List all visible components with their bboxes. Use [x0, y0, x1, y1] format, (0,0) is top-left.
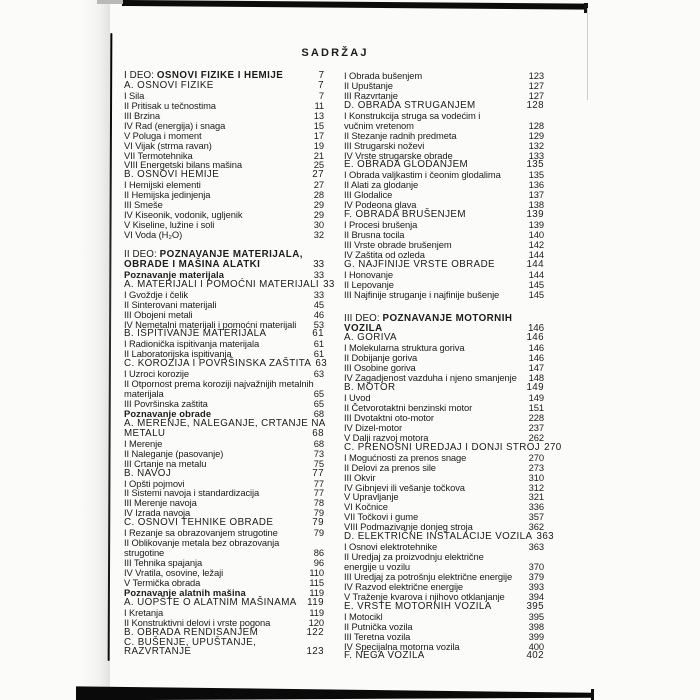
- toc-entry-page: 148: [528, 372, 544, 384]
- toc-entry-page: 28: [313, 189, 324, 201]
- toc-entry-label: VII Točkovi i gume: [344, 511, 419, 523]
- toc-entry-label: I Motocikl: [344, 610, 383, 622]
- toc-entry-page: 110: [309, 566, 324, 578]
- toc-entry-page: 312: [528, 481, 544, 493]
- toc-entry-page: 77: [313, 477, 324, 489]
- toc-entry-page: 63: [313, 368, 324, 380]
- toc-entry-page: 145: [528, 288, 544, 300]
- toc-entry-page: 336: [528, 501, 544, 513]
- toc-entry-label: IV Zaštita od ozleda: [344, 248, 425, 260]
- toc-entry-page: 61: [313, 338, 324, 350]
- toc-part-title: POZNAVANJE MATERIJALA,: [159, 248, 303, 260]
- toc-entry-page: 123: [528, 70, 544, 81]
- toc-entry-label: II Stezanje radnih predmeta: [344, 129, 457, 141]
- toc-entry-label: B. OSNOVI HEMIJE: [124, 169, 220, 181]
- toc-entry-label: II Hemijska jedinjenja: [124, 189, 211, 201]
- toc-entry-label: I Uvod: [344, 392, 371, 404]
- toc-entry-page: 21: [313, 149, 324, 161]
- toc-entry-label: IV Podeona glava: [344, 199, 417, 211]
- toc-entry-page: 65: [313, 398, 324, 409]
- toc-entry-label: IV Rad (energija) i snaga: [124, 119, 226, 131]
- toc-part-prefix: I DEO:: [124, 70, 157, 81]
- toc-entry-page: 142: [528, 238, 544, 250]
- toc-entry-label: I Gvoždje i čelik: [124, 288, 188, 300]
- toc-entry-label: C. OSNOVI TEHNIKE OBRADE: [124, 517, 274, 529]
- toc-entry-label: VI Kočnice: [344, 501, 388, 513]
- toc-entry-page: 151: [528, 402, 544, 413]
- toc-entry-page: 132: [528, 139, 544, 151]
- toc-entry-page: 399: [528, 630, 544, 642]
- toc-entry-page: 379: [528, 570, 544, 582]
- toc-entry-page: 362: [528, 521, 544, 533]
- toc-entry-page: 68: [313, 407, 324, 419]
- toc-entry-label: B. OBRADA RENDISANJEM: [124, 626, 259, 638]
- toc-entry-label: III Razvrtanje: [344, 89, 398, 101]
- toc-entry-label: I Osnovi elektrotehnike: [344, 541, 438, 553]
- toc-part-prefix: III DEO:: [344, 312, 383, 324]
- toc-entry-page: 398: [528, 620, 544, 632]
- toc-entry-page: 146: [526, 332, 544, 344]
- toc-entry-label: A. OSNOVI FIZIKE: [124, 79, 214, 91]
- toc-entry-label: II Putnička vozila: [344, 620, 413, 632]
- toc-entry-label: Poznavanje obrade: [124, 407, 212, 419]
- toc-entry-page: 144: [526, 258, 544, 270]
- toc-entry-label: A. GORIVA: [344, 332, 397, 344]
- toc-entry-page: 13: [313, 109, 324, 121]
- toc-entry-page: 68: [312, 427, 324, 439]
- toc-entry-label: I Merenje: [124, 437, 163, 449]
- toc-entry-label: I Uzroci korozije: [124, 368, 189, 380]
- toc-entry-label: I Obrada bušenjem: [344, 70, 423, 81]
- toc-entry-label: METALU: [124, 427, 166, 439]
- toc-entry-label: III Crtanje na metalu: [124, 457, 207, 469]
- toc-entry-page: 262: [528, 431, 544, 443]
- toc-entry-label: RAZVRTANJE: [124, 646, 192, 658]
- toc-entry-page: 25: [313, 159, 324, 171]
- toc-entry-page: 145: [528, 278, 544, 290]
- toc-entry-page: 128: [526, 99, 544, 111]
- toc-entry-page: 119: [307, 596, 324, 608]
- toc-entry-label: III Dvotaktni oto-motor: [344, 411, 434, 423]
- toc-entry-page: 17: [313, 129, 324, 141]
- toc-entry-label: I Obrada valjkastim i čeonim glodalima: [344, 169, 501, 181]
- toc-entry-label: B. NAVOJ: [124, 467, 172, 479]
- toc-entry-label: II Naleganje (pasovanje): [124, 447, 224, 459]
- toc-entry-page: 96: [313, 557, 324, 568]
- toc-entry-page: 135: [528, 169, 544, 181]
- toc-entry-label: I Radionička ispitivanja materijala: [124, 338, 260, 350]
- toc-entry-label: IV Izrada navoja: [124, 507, 191, 519]
- toc-entry-page: 53: [313, 318, 324, 330]
- toc-entry-label: VI Voda (H₂O): [124, 229, 183, 240]
- toc-entry-label: I Mogućnosti za prenos snage: [344, 451, 467, 463]
- toc-entry-label: V Termička obrada: [124, 576, 201, 588]
- toc-entry-page: 127: [528, 89, 544, 101]
- toc-entry-page: 33: [323, 278, 335, 290]
- toc-entry-page: 357: [528, 511, 544, 523]
- toc-entry: [344, 632, 544, 642]
- toc-entry-label: III Vrste obrade brušenjem: [344, 238, 452, 250]
- toc-entry-label: OBRADE I MAŠINA ALATKI: [124, 258, 261, 270]
- toc-entry-label: II Oblikovanje metala bez obrazovanja: [124, 537, 280, 549]
- toc-entry-page: 29: [313, 209, 324, 221]
- book-edge-top-smudge: [97, 0, 123, 4]
- toc-entry-page: 79: [312, 517, 324, 529]
- toc-entry-page: 7: [318, 89, 324, 101]
- toc-entry-page: 321: [528, 491, 544, 503]
- toc-entry-page: 137: [528, 189, 544, 201]
- toc-entry-label: II Delovi za prenos sile: [344, 461, 436, 473]
- toc-entry-label: II Otpornost prema koroziji najvažnijih metalnih: [124, 378, 314, 390]
- toc-entry-page: 133: [528, 149, 544, 161]
- toc-entry-label: III Tehnika spajanja: [124, 557, 203, 568]
- toc-entry-page: 146: [528, 352, 544, 364]
- toc-entry-page: 127: [528, 79, 544, 91]
- toc-entry: [124, 647, 324, 657]
- toc-part-title: POZNAVANJE MOTORNIH: [382, 312, 513, 324]
- book-edge-bottom-corner: [591, 689, 594, 700]
- toc-entry-label: I Opšti pojmovi: [124, 477, 185, 489]
- toc-entry-label: V Dalji razvoj motora: [344, 431, 429, 443]
- toc-entry-label: IV Gibnjevi ili vešanje točkova: [344, 481, 465, 493]
- toc-entry-page: 122: [306, 626, 324, 638]
- toc-entry-label: I Sila: [124, 89, 145, 101]
- toc-entry-label: II Dobijanje goriva: [344, 352, 418, 364]
- toc-entry-page: 400: [528, 640, 544, 652]
- toc-entry-label: I Procesi brušenja: [344, 219, 418, 231]
- toc-part-prefix: II DEO:: [124, 248, 160, 260]
- toc-entry-page: 63: [315, 358, 328, 370]
- toc-entry-label: VIII Podmazivanje donjeg stroja: [344, 521, 473, 533]
- toc-entry-label: III Najfinije struganje i najfinije bušenje: [344, 288, 500, 300]
- toc-entry-label: strugotine: [124, 547, 165, 559]
- toc-entry-page: 77: [313, 487, 324, 499]
- toc-entry: [344, 290, 544, 300]
- toc-entry-page: 129: [528, 129, 544, 141]
- toc-entry-label: VIII Energetski bilans mašina: [124, 159, 242, 171]
- toc-entry-page: 146: [528, 342, 544, 354]
- toc-entry: [344, 651, 544, 661]
- toc-entry-label: I Kretanja: [124, 606, 164, 618]
- toc-entry-label: III Smeše: [124, 199, 163, 211]
- toc-entry-page: 395: [528, 610, 544, 622]
- toc-entry-label: IV Vratila, osovine, ležaji: [124, 566, 224, 578]
- toc-entry-page: 115: [309, 576, 324, 588]
- toc-entry: [124, 141, 324, 151]
- toc-entry-page: 45: [313, 298, 324, 310]
- toc-entry-page: 237: [528, 421, 544, 433]
- toc-entry-page: 65: [313, 388, 324, 400]
- toc-entry-page: 79: [313, 507, 324, 519]
- toc-entry-label: V Upravljanje: [344, 491, 399, 503]
- toc-entry-label: Poznavanje alatnih mašina: [124, 586, 246, 598]
- toc-entry-label: III Glodalice: [344, 189, 393, 201]
- toc-entry: [124, 469, 324, 479]
- toc-entry-page: 149: [526, 382, 544, 394]
- toc-entry-label: I Honovanje: [344, 268, 393, 280]
- page-spine-shadow: [80, 0, 110, 700]
- toc-entry-page: 19: [313, 139, 324, 151]
- toc-entry-page: 73: [313, 447, 324, 459]
- toc-entry-page: 395: [526, 600, 544, 612]
- toc-entry-page: 32: [313, 229, 324, 240]
- toc-entry-label: III Obojeni metali: [124, 308, 193, 320]
- toc-entry-label: V Traženje kvarova i njihovo otklanjanje: [344, 590, 505, 602]
- toc-entry-label: III Osobine goriva: [344, 362, 416, 374]
- page-right-crease: [587, 8, 588, 100]
- toc-entry-label: B. MOTOR: [344, 382, 396, 394]
- toc-entry-page: 15: [313, 119, 324, 131]
- toc-entry-label: C. PRENOSNI UREDJAJ I DONJI STROJ: [344, 441, 541, 453]
- toc-entry-label: II Brusna tocila: [344, 229, 405, 240]
- toc-entry-page: 61: [312, 328, 324, 340]
- toc-entry-page: 146: [527, 322, 544, 334]
- toc-column-right: [344, 70, 562, 662]
- toc-entry-page: 144: [528, 248, 544, 260]
- toc-entry-label: vučnim vretenom: [344, 119, 414, 131]
- toc-entry-label: A. MERENJE, NALEGANJE, CRTANJE NA: [124, 417, 326, 429]
- toc-entry-page: 79: [313, 527, 324, 539]
- toc-entry-label: F. OBRADA BRUŠENJEM: [344, 209, 466, 221]
- toc-entry-label: II Konstruktivni delovi i vrste pogona: [124, 616, 271, 628]
- toc-entry-label: II Sinterovani materijali: [124, 298, 217, 310]
- toc-entry-page: 7: [318, 70, 324, 81]
- toc-entry-page: 136: [528, 179, 544, 191]
- toc-entry-label: IV Nemetalni materijali i pomoćni materijali: [124, 318, 297, 330]
- toc-part-title: OSNOVI FIZIKE I HEMIJE: [156, 70, 284, 81]
- toc-entry-label: II Upuštanje: [344, 79, 393, 91]
- toc-entry-page: 138: [528, 199, 544, 211]
- toc-entry-label: materijala: [124, 388, 164, 400]
- toc-entry-page: 27: [312, 169, 324, 181]
- toc-entry: [124, 230, 324, 240]
- toc-entry-page: 363: [528, 541, 544, 553]
- section-gap: [344, 300, 544, 314]
- toc-entry-label: I Hemijski elementi: [124, 179, 201, 191]
- toc-entry-label: III Strugarski noževi: [344, 139, 425, 151]
- toc-entry-page: 363: [536, 531, 555, 543]
- toc-entry-page: 123: [306, 646, 324, 658]
- toc-entry-page: 29: [313, 199, 324, 211]
- toc-entry: [124, 310, 324, 320]
- toc-entry-label: III Okvir: [344, 471, 376, 483]
- toc-entry-page: 7: [318, 79, 324, 91]
- toc-entry-label: B. ISPITIVANJE MATERIJALA: [124, 328, 267, 340]
- toc-entry-label: V Poluga i moment: [124, 129, 202, 141]
- toc-column-left: [124, 70, 335, 658]
- toc-entry-label: I Molekularna struktura goriva: [344, 342, 465, 354]
- toc-entry-label: III Merenje navoja: [124, 497, 197, 509]
- toc-entry-page: 149: [528, 392, 544, 404]
- toc-entry-page: 370: [528, 561, 544, 572]
- toc-entry-page: 75: [313, 457, 324, 469]
- toc-entry-page: 46: [313, 308, 324, 320]
- toc-entry-page: 140: [528, 229, 544, 240]
- toc-entry-label: III Uredjaj za potrošnju električne energije: [344, 570, 513, 582]
- toc-entry-label: III Teretna vozila: [344, 630, 411, 642]
- toc-entry-label: II Laboratorijska ispitivanja: [124, 348, 232, 360]
- toc-entry-label: Poznavanje materijala: [124, 268, 225, 280]
- toc-entry-label: II Uredjaj za proizvodnju električne: [344, 551, 484, 563]
- toc-entry-page: 33: [313, 268, 324, 280]
- toc-entry-page: 30: [313, 219, 324, 231]
- toc-entry-page: 61: [313, 348, 324, 360]
- toc-entry-page: 77: [312, 467, 324, 479]
- toc-entry-label: A. MATERIJALI I POMOĆNI MATERIJALI: [124, 278, 320, 290]
- toc-entry-label: IV Zagadjenost vazduha i njeno smanjenje: [344, 372, 517, 384]
- toc-entry-label: VI Vijak (strma ravan): [124, 139, 212, 151]
- toc-entry-label: A. UOPŠTE O ALATNIM MAŠINAMA: [124, 596, 297, 608]
- book-edge-bottom: [76, 681, 594, 700]
- toc-entry: [344, 314, 544, 324]
- toc-entry-page: 139: [526, 209, 544, 221]
- toc-entry-page: 270: [528, 451, 544, 463]
- toc-entry-label: IV Razvod električne energije: [344, 580, 464, 592]
- toc-entry-label: D. ELEKTRIČNE INSTALACIJE VOZILA: [344, 531, 533, 543]
- toc-entry-label: III Brzina: [124, 109, 160, 121]
- book-edge-top: [122, 0, 588, 10]
- toc-entry-label: E. VRSTE MOTORNIH VOZILA: [344, 600, 492, 612]
- toc-entry-label: II Pritisak u tečnostima: [124, 99, 216, 111]
- toc-entry-page: 11: [314, 99, 324, 111]
- toc-entry: [344, 141, 544, 151]
- toc-entry-label: IV Specijalna motorna vozila: [344, 640, 460, 652]
- toc-entry-label: II Alati za glodanje: [344, 179, 419, 191]
- toc-entry-page: 139: [528, 219, 544, 231]
- toc-entry-label: II Četvorotaktni benzinski motor: [344, 402, 473, 413]
- toc-entry-page: 394: [528, 590, 544, 602]
- toc-entry-page: 119: [309, 606, 324, 618]
- toc-entry-page: 86: [313, 547, 324, 559]
- toc-entry-page: 273: [528, 461, 544, 473]
- toc-entry: [124, 81, 324, 91]
- toc-entry-page: 120: [308, 616, 324, 628]
- toc-entry-label: D. OBRADA STRUGANJEM: [344, 99, 476, 111]
- toc-entry-page: 393: [528, 580, 544, 592]
- page-title: SADRŽAJ: [301, 47, 369, 59]
- toc-entry-label: IV Kiseonik, vodonik, ugljenik: [124, 209, 243, 221]
- toc-entry-page: 78: [313, 497, 324, 509]
- toc-entry-label: IV Vrste strugarske obrade: [344, 149, 453, 161]
- toc-entry-page: 33: [313, 258, 324, 270]
- toc-entry-label: energije u vozilu: [344, 561, 411, 572]
- toc-entry-label: C. KOROZIJA I POVRŠINSKA ZAŠTITA: [124, 358, 312, 370]
- toc-entry: [124, 628, 324, 638]
- toc-entry-label: VII Termotehnika: [124, 149, 193, 161]
- toc-entry-page: 310: [528, 471, 544, 483]
- toc-entry-label: F. NEGA VOZILA: [344, 650, 425, 662]
- toc-entry-page: 270: [544, 441, 562, 453]
- toc-entry: [344, 473, 544, 483]
- toc-entry-label: IV Dizel-motor: [344, 421, 402, 433]
- toc-entry-page: 402: [526, 650, 544, 662]
- toc-entry-page: 27: [313, 179, 324, 191]
- toc-entry-page: 147: [528, 362, 544, 374]
- toc-entry-label: II Lepovanje: [344, 278, 394, 290]
- toc-entry-label: E. OBRADA GLODANJEM: [344, 159, 469, 171]
- toc-entry: [344, 383, 544, 393]
- toc-entry-label: I Konstrukcija struga sa vodećim i: [344, 109, 481, 121]
- toc-entry-label: I Rezanje sa obrazovanjem strugotine: [124, 527, 278, 539]
- toc-entry-label: VOZILA: [344, 322, 383, 334]
- toc-entry-label: II Sistemi navoja i standardizacija: [124, 487, 260, 499]
- toc-entry-page: 144: [528, 268, 544, 280]
- toc-entry-label: G. NAJFINIJE VRSTE OBRADE: [344, 258, 495, 270]
- toc-entry-page: 128: [528, 119, 544, 131]
- toc-entry-page: 135: [526, 159, 544, 171]
- toc-entry-page: 33: [313, 288, 324, 300]
- toc-entry-label: C. BUŠENJE, UPUŠTANJE,: [124, 636, 257, 648]
- toc-entry-label: V Kiseline, lužine i soli: [124, 219, 215, 231]
- toc-entry-label: III Površinska zaštita: [124, 398, 208, 409]
- toc-entry-page: 228: [528, 411, 544, 423]
- toc-entry-page: 68: [313, 437, 324, 449]
- toc-entry-page: 119: [309, 586, 324, 598]
